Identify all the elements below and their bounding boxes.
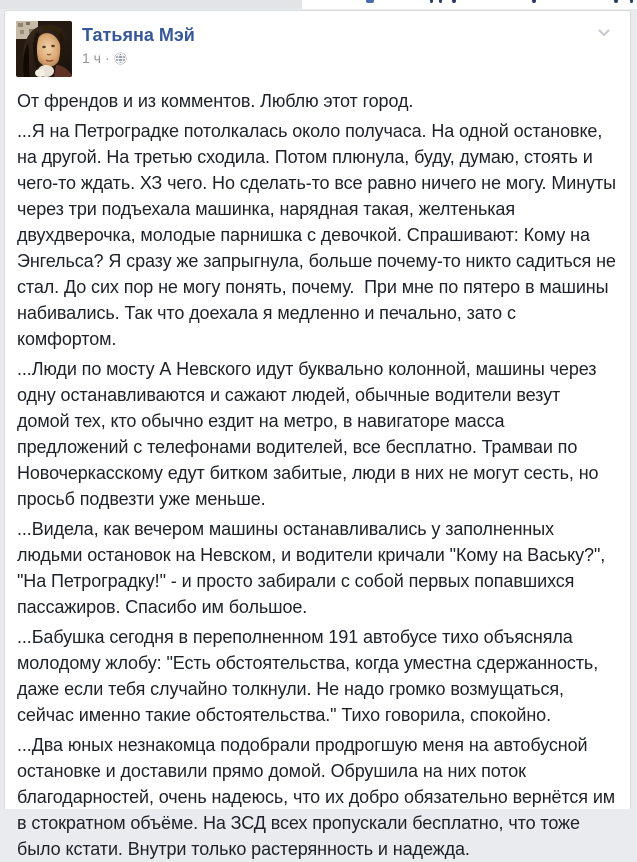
meta-separator: · (104, 50, 110, 66)
avatar[interactable] (16, 21, 72, 77)
post-header (5, 11, 630, 77)
post-paragraph: ...Я на Петроградке потолкалась около получаса. На одной остановке, на другой. На третью сходила. Потом плюнула, буду, думаю, стоять и чего-то ждать. ХЗ чего. Но сделать-то все равно ничего не могу. Минуты через три подъехала машинка, нарядная такая, желтенькая двухдверочка, молодые парнишка с девочкой. Спрашивают: Кому на Энгельса? Я сразу же запрыгнула, больше почему-то никто садиться не стал. До сих пор не могу понять, почему. При мне по пятеро в машины набивались. Так что доехала я медленно и печально, зато с комфортом. (17, 121, 621, 349)
clipped-text-fragment (614, 0, 618, 3)
post-meta (82, 50, 195, 66)
globe-icon (114, 52, 127, 65)
post-paragraph: ...Два юных незнакомца подобрали продрогшую меня на автобусной остановке и доставили прямо домой. Обрушила на них поток благодарностей, очень надеюсь, что их добро обязательно вернётся им в стократном объёме. На ЗСД всех пропускали бесплатно, что тоже было кстати. Внутри только растерянность и надежда. (17, 735, 620, 859)
avatar-photo (16, 21, 72, 77)
chevron-down-icon (596, 25, 612, 41)
post-paragraph: ...Люди по мосту А Невского идут буквально колонной, машины через одну останавливаются и сажают людей, обычные водители везут домой тех, кто обычно ездит на метро, в навигаторе масса предложений с телефонами водителей, все бесплатно. Трамваи по Новочеркасскому едут битком забитые, люди в них не могут сесть, но просьб подвезти уже меньше. (17, 359, 604, 509)
post-text (5, 88, 630, 862)
post-paragraph: ...Видела, как вечером машины останавливались у заполненных людьми остановок на Невском, и водители кричали "Кому на Ваську?", "На Петроградку!" - и просто забирали с собой первых попавшихся пассажиров. Спасибо им большое. (17, 519, 611, 617)
post-card (4, 10, 631, 859)
post-paragraph: ...Бабушка сегодня в переполненном 191 автобусе тихо объясняла молодому жлобу: "Есть обстоятельства, когда уместна сдержанность, даже если тебя случайно толкнули. Не надо громко возмущаться, сейчас именно такие обстоятельства." Тихо говорила, спокойно. (17, 627, 603, 725)
header-text (82, 21, 195, 66)
chrome-gray-segment (0, 0, 302, 9)
post-menu-button[interactable] (594, 23, 614, 43)
chrome-white-segment (302, 0, 637, 9)
clipped-text-fragment (439, 0, 442, 3)
post-paragraph: От френдов и из комментов. Люблю этот город. (17, 91, 414, 111)
clipped-text-fragment (366, 0, 374, 3)
clipped-text-fragment (452, 0, 456, 3)
timestamp[interactable]: 1 ч (82, 50, 101, 66)
clipped-text-fragment (630, 0, 633, 3)
clipped-text-fragment (430, 0, 433, 3)
clipped-text-fragment (532, 0, 536, 3)
author-name-link[interactable]: Татьяна Мэй (82, 25, 195, 45)
clipped-browser-chrome (0, 0, 637, 9)
